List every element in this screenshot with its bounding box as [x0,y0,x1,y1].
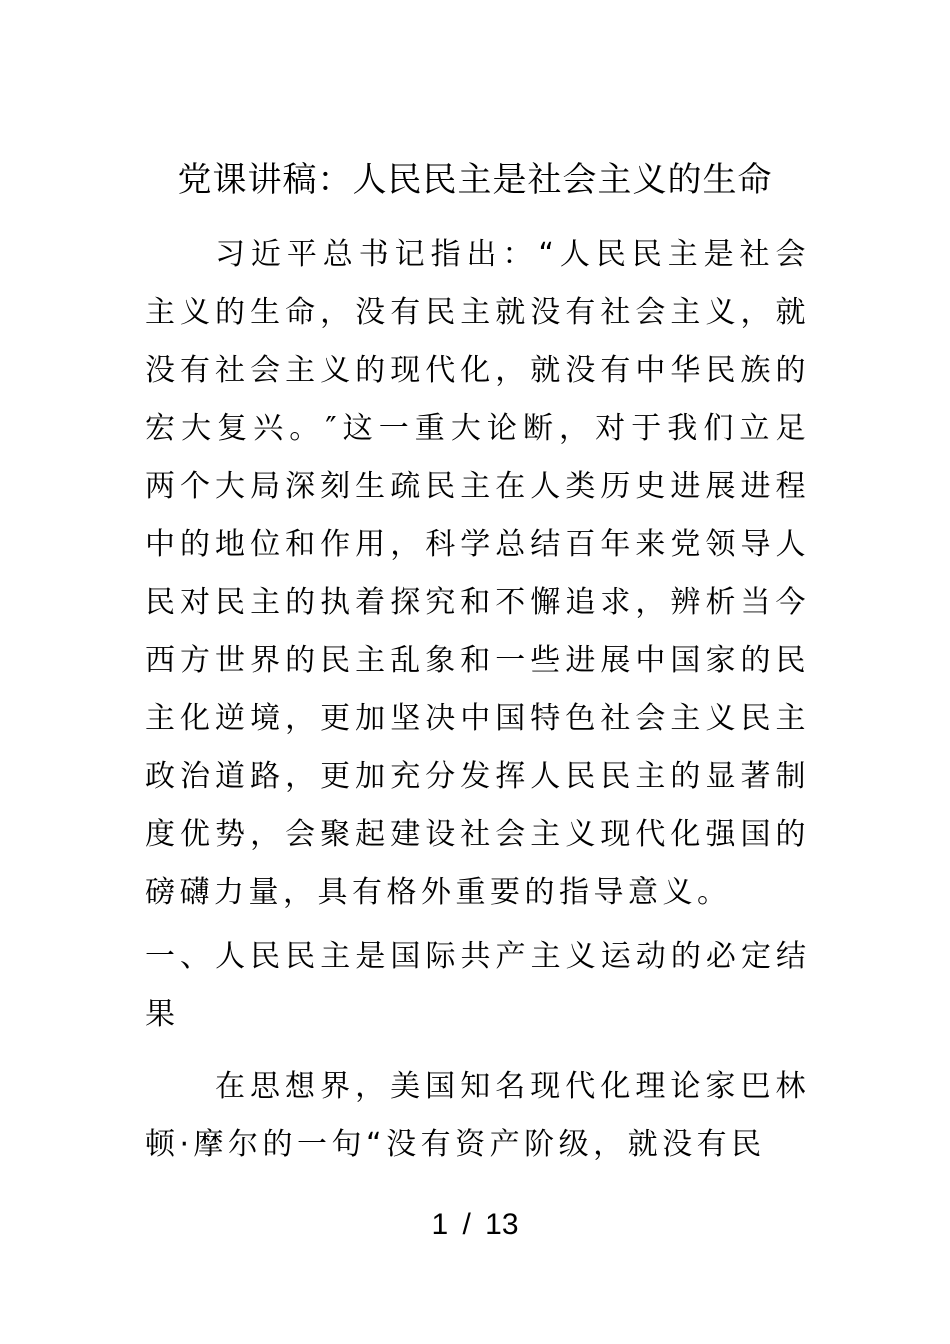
document-title: 党课讲稿：人民民主是社会主义的生命 [177,160,773,200]
paragraph-section-1: 在思想界，美国知名现代化理论家巴林顿·摩尔的一句“没有资产阶级，就没有民 [145,1069,810,1162]
section-heading-1: 一、人民民主是国际共产主义运动的必定结果 [145,939,810,1032]
page-number: 1 / 13 [431,1208,519,1241]
paragraph-intro: 习近平总书记指出：“人民民主是社会主义的生命，没有民主就没有社会主义，就没有社会主义的现代化，就没有中华民族的宏大复兴。″这一重大论断，对于我们立足两个大局深刻生疏民主在人类历史进展进程中的地位和作用，科学总结百年来党领导人民对民主的执着探究和不懈追求，辨析当今西方世界的民主乱象和一些进展中国家的民主化逆境，更加坚决中国特色社会主义民主政治道路，更加充分发挥人民民主的显著制度优势，会聚起建设社会主义现代化强国的磅礴力量，具有格外重要的指导意义。 [145,237,810,910]
